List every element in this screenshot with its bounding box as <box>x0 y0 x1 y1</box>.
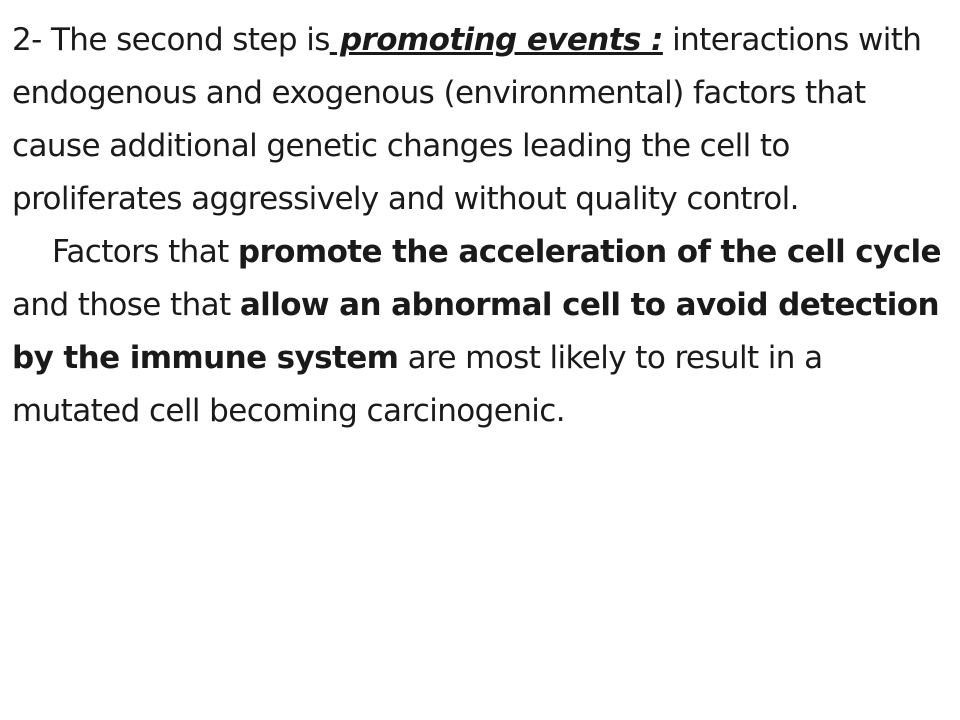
factors-text-3: are most likely to result in a mutated cell becoming carcinogenic. <box>12 340 823 429</box>
promoting-events-definition: interactions with endogenous and exogenous (environmental) factors that cause additional genetic changes leading the cell to proliferates aggressively and without quality control. <box>12 22 922 217</box>
step-lead-text: 2- The second step is <box>12 22 330 58</box>
slide-text-body <box>12 14 942 438</box>
factors-text-1: Factors that <box>52 234 238 270</box>
factors-text-2: and those that <box>12 287 240 323</box>
paragraph-promoting-events <box>12 14 942 226</box>
paragraph-factors <box>12 226 942 438</box>
promoting-events-term: promoting events : <box>329 22 663 58</box>
immune-evasion-term: allow an abnormal cell to avoid detection by the immune system <box>12 287 939 376</box>
cell-cycle-acceleration-term: promote the acceleration of the cell cycle <box>237 234 941 270</box>
